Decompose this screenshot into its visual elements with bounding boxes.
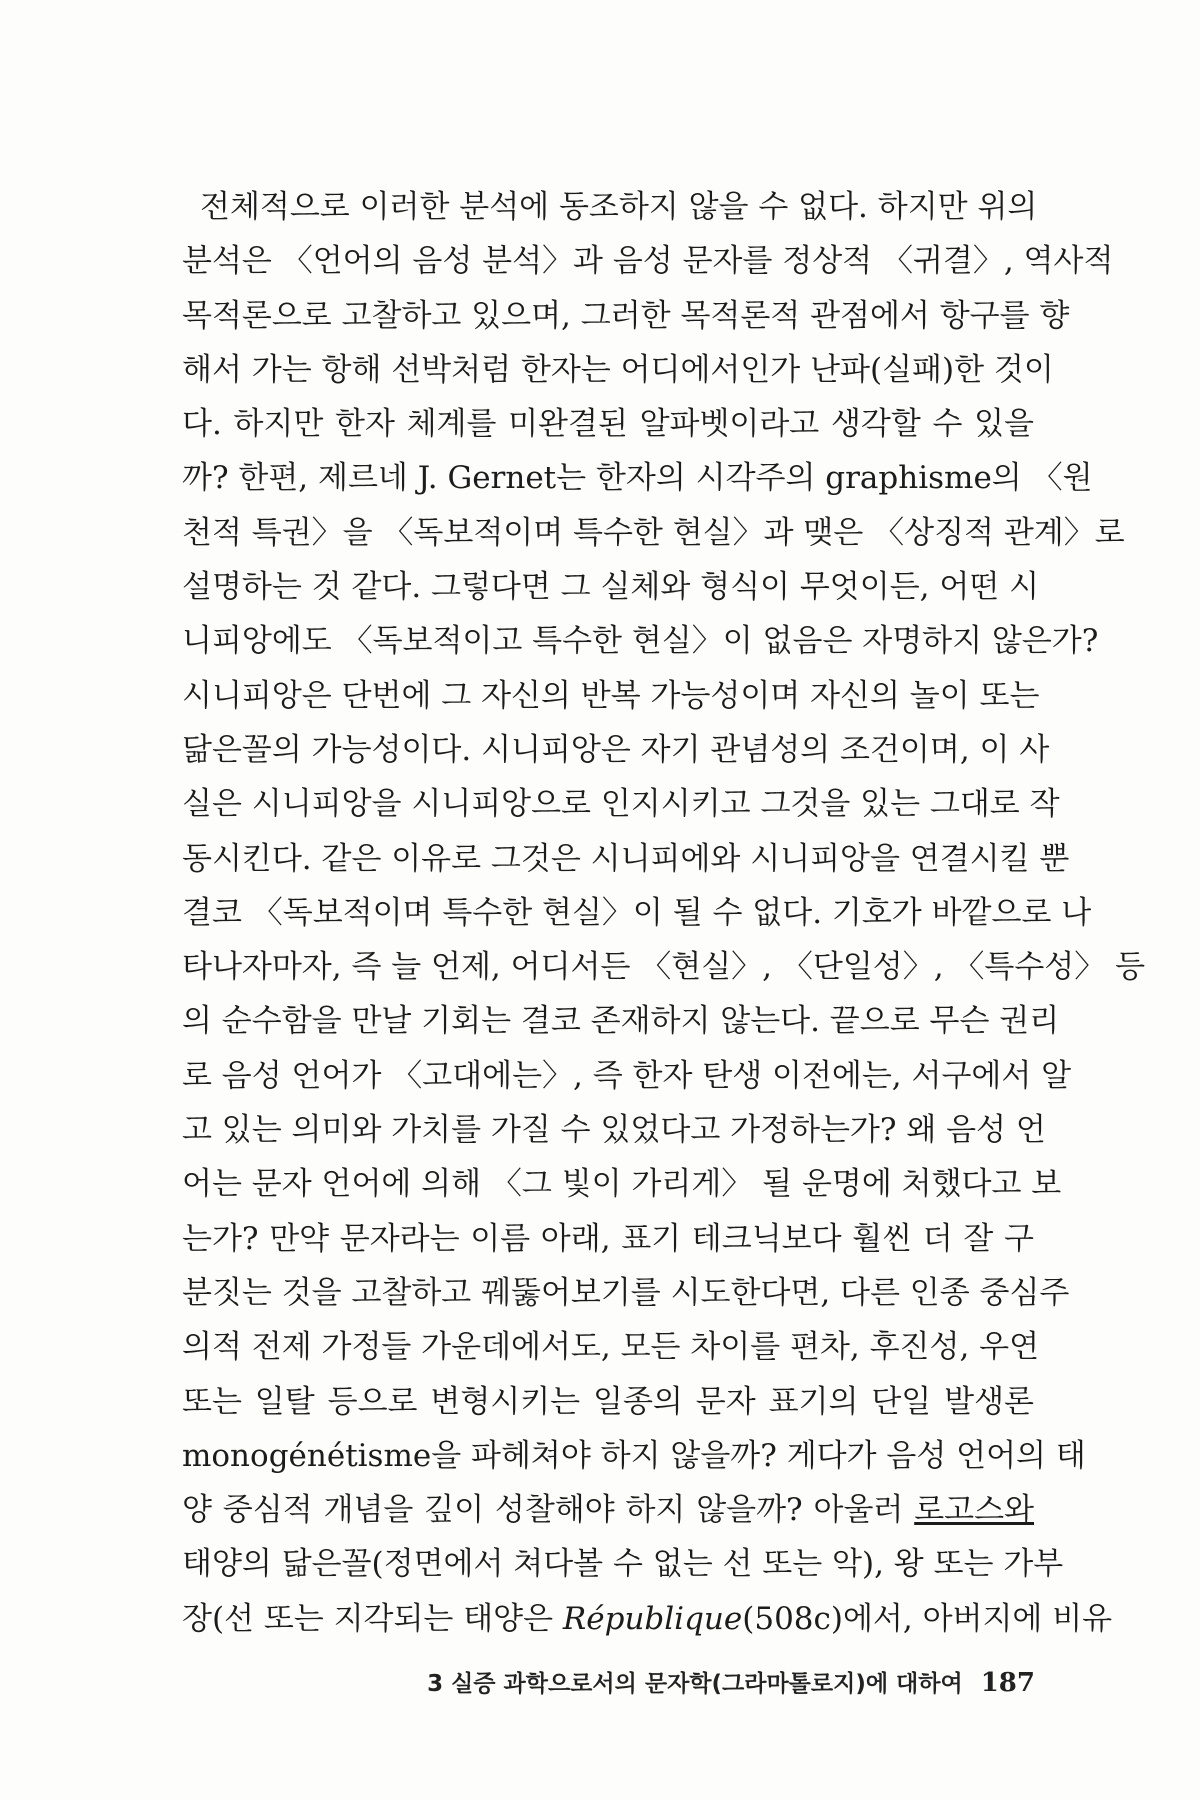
running-head: 3 실증 과학으로서의 문자학(그라마톨로지)에 대하여 — [427, 1671, 963, 1697]
text-line: 분짓는 것을 고찰하고 꿰뚫어보기를 시도한다면, 다른 인종 중심주 — [182, 1274, 1070, 1311]
underlined-term: 로고스와 — [914, 1492, 1034, 1529]
body-text — [182, 180, 1146, 1646]
text-line — [182, 1592, 1113, 1646]
text-line: 어는 문자 언어에 의해 〈그 빛이 가리게〉 될 운명에 처했다고 보 — [182, 1166, 1062, 1203]
text-line: 다. 하지만 한자 체계를 미완결된 알파벳이라고 생각할 수 있을 — [182, 406, 1034, 443]
text-line: 전체적으로 이러한 분석에 동조하지 않을 수 없다. 하지만 위의 — [200, 189, 1038, 225]
text-segment: 양 중심적 개념을 깊이 성찰해야 하지 않을까? 아울러 — [182, 1492, 915, 1529]
text-line: 닮은꼴의 가능성이다. 시니피앙은 자기 관념성의 조건이며, 이 사 — [182, 731, 1050, 768]
text-line — [182, 1483, 1034, 1537]
text-segment: (508c)에서, 아버지에 비유 — [742, 1600, 1113, 1637]
page-footer — [385, 1665, 1035, 1698]
text-line: 까? 한편, 제르네 J. Gernet는 한자의 시각주의 graphisme의 〈원 — [182, 460, 1093, 497]
text-line: 로 음성 언어가 〈고대에는〉, 즉 한자 탄생 이전에는, 서구에서 알 — [182, 1057, 1072, 1094]
text-line: 타나자마자, 즉 늘 언제, 어디서든 〈현실〉, 〈단일성〉, 〈특수성〉 등 — [182, 949, 1146, 986]
text-line: 설명하는 것 같다. 그렇다면 그 실체와 형식이 무엇이든, 어떤 시 — [182, 569, 1040, 606]
text-line: 또는 일탈 등으로 변형시키는 일종의 문자 표기의 단일 발생론 — [182, 1383, 1034, 1420]
text-line: 분석은 〈언어의 음성 분석〉과 음성 문자를 정상적 〈귀결〉, 역사적 — [182, 243, 1114, 280]
text-line: monogénétisme을 파헤쳐야 하지 않을까? 게다가 음성 언어의 태 — [182, 1437, 1086, 1474]
text-line: 천적 특권〉을 〈독보적이며 특수한 현실〉과 맺은 〈상징적 관계〉로 — [182, 514, 1125, 551]
text-segment: 장(선 또는 지각되는 태양은 — [182, 1600, 563, 1637]
text-line: 의적 전제 가정들 가운데에서도, 모든 차이를 편차, 후진성, 우연 — [182, 1329, 1040, 1366]
text-line: 시니피앙은 단번에 그 자신의 반복 가능성이며 자신의 놀이 또는 — [182, 677, 1040, 714]
text-line: 목적론으로 고찰하고 있으며, 그러한 목적론적 관점에서 항구를 향 — [182, 297, 1070, 334]
italic-title: République — [562, 1600, 743, 1637]
text-line: 실은 시니피앙을 시니피앙으로 인지시키고 그것을 있는 그대로 작 — [182, 786, 1060, 823]
page-number: 187 — [980, 1668, 1035, 1698]
text-line: 의 순수함을 만날 기회는 결코 존재하지 않는다. 끝으로 무슨 권리 — [182, 1003, 1060, 1040]
text-line: 고 있는 의미와 가치를 가질 수 있었다고 가정하는가? 왜 음성 언 — [182, 1112, 1046, 1149]
text-line: 는가? 만약 문자라는 이름 아래, 표기 테크닉보다 훨씬 더 잘 구 — [182, 1220, 1034, 1257]
text-line: 결코 〈독보적이며 특수한 현실〉이 될 수 없다. 기호가 바깥으로 나 — [182, 894, 1092, 931]
text-line: 니피앙에도 〈독보적이고 특수한 현실〉이 없음은 자명하지 않은가? — [182, 623, 1099, 660]
text-line: 태양의 닮은꼴(정면에서 쳐다볼 수 없는 선 또는 악), 왕 또는 가부 — [182, 1546, 1064, 1583]
text-line: 해서 가는 항해 선박처럼 한자는 어디에서인가 난파(실패)한 것이 — [182, 351, 1054, 388]
text-line: 동시킨다. 같은 이유로 그것은 시니피에와 시니피앙을 연결시킬 뿐 — [182, 840, 1070, 877]
